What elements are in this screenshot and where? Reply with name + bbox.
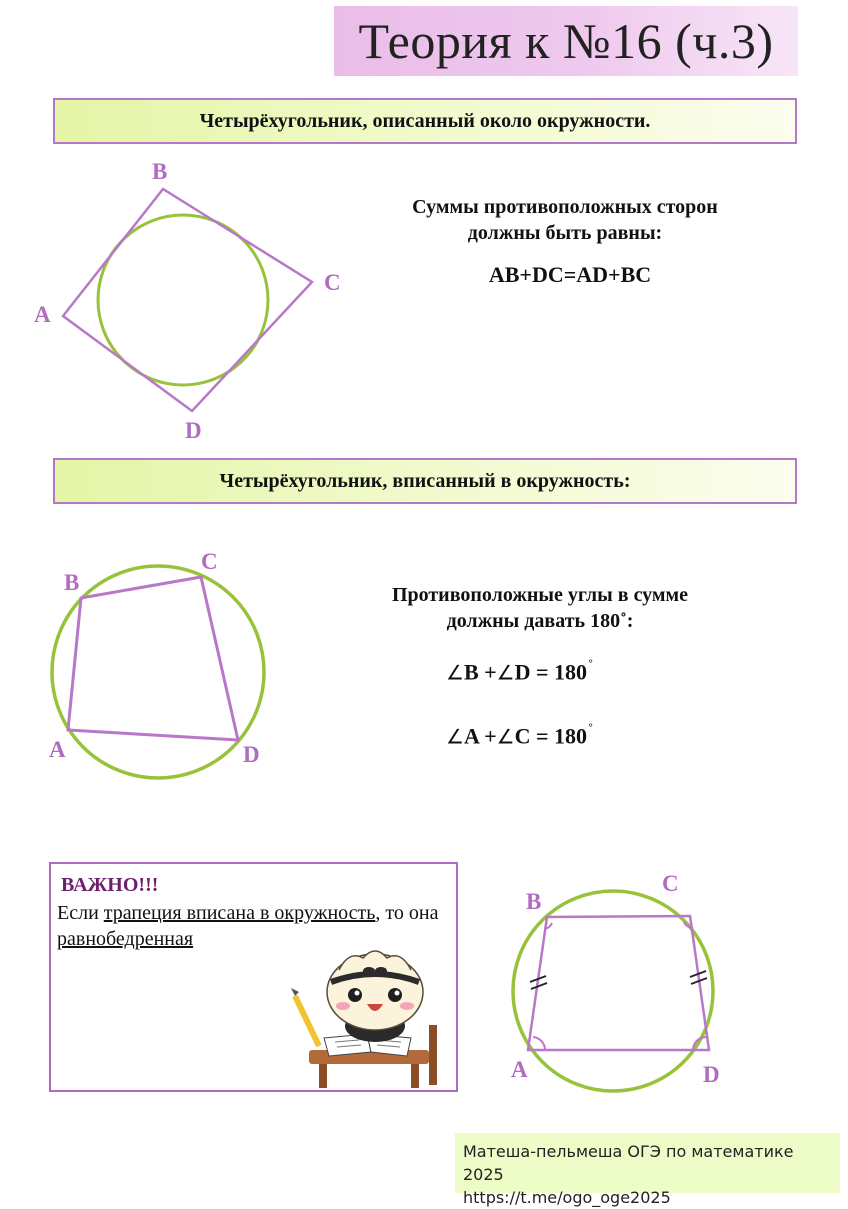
note-text-underlined-2: равнобедренная <box>57 928 194 950</box>
fig1-label-d: D <box>185 418 202 443</box>
formula2-mid: C <box>514 723 531 749</box>
page-title: Теория к №16 (ч.3) <box>334 6 798 76</box>
formula2-right: = 180 <box>535 723 588 749</box>
angle-symbol-a: ∠ <box>446 726 464 749</box>
section1-heading: Четырёхугольник, описанный около окружности. <box>53 98 797 144</box>
fig1-label-c: C <box>324 270 341 295</box>
section1-formula: AB+DC=AD+BC <box>488 262 652 287</box>
fig1-label-a: A <box>34 302 51 327</box>
degree-symbol-2: ˚ <box>588 722 594 739</box>
trapezoid-abcd <box>528 916 709 1050</box>
angle-symbol-b: ∠ <box>446 662 464 685</box>
formula1-left: B + <box>463 659 497 685</box>
section2-formula2 <box>446 722 593 749</box>
section1-rule-line1: Суммы противоположных сторон <box>412 196 718 218</box>
fig1-label-b: B <box>152 159 168 184</box>
formula1-right: = 180 <box>535 659 588 685</box>
section2-rule <box>345 582 735 634</box>
note-text-pre: Если <box>57 902 104 924</box>
fig2-label-b: B <box>64 570 80 595</box>
important-note-box <box>49 862 458 1092</box>
fig2-label-d: D <box>243 742 260 767</box>
quadrilateral-abcd-inscribed <box>68 577 238 740</box>
degree-symbol-1: ˚ <box>588 658 594 675</box>
fig3-label-c: C <box>662 871 679 896</box>
angle-symbol-c: ∠ <box>496 726 515 749</box>
fig3-label-b: B <box>526 889 542 914</box>
section2-rule-line1: Противоположные углы в сумме <box>391 584 689 606</box>
footer-link[interactable]: https://t.me/ogo_oge2025 <box>463 1188 671 1207</box>
tick-left-2 <box>531 983 547 989</box>
inscribed-quadrilateral-figure <box>52 566 264 778</box>
angle-mark-a <box>533 1037 545 1050</box>
dumpling-mascot-illustration <box>279 940 459 1090</box>
fig3-label-a: A <box>511 1057 528 1082</box>
formula2-left: A + <box>463 723 497 749</box>
quadrilateral-abcd <box>63 189 312 411</box>
section1-rule <box>370 194 760 246</box>
note-text-mid: , то она <box>375 902 439 924</box>
formula1-mid: D <box>514 659 531 685</box>
footer-credit <box>455 1133 840 1207</box>
circumscribed-quadrilateral-figure <box>63 189 312 411</box>
section2-formula1 <box>446 658 593 685</box>
trapezoid-figure <box>513 891 713 1091</box>
fig2-label-c: C <box>201 549 218 574</box>
fig2-label-a: A <box>49 737 66 762</box>
note-text-underlined-1: трапеция вписана в окружность <box>103 902 376 924</box>
fig3-label-d: D <box>703 1062 720 1087</box>
section2-rule-line2: должны давать 180˚: <box>446 610 634 632</box>
trapezoid-circumcircle <box>513 891 713 1091</box>
angle-symbol-d: ∠ <box>496 662 515 685</box>
note-heading: ВАЖНО!!! <box>61 874 159 896</box>
section2-heading: Четырёхугольник, вписанный в окружность: <box>53 458 797 504</box>
footer-line1: Матеша-пельмеша ОГЭ по математике 2025 <box>463 1142 794 1184</box>
section1-rule-line2: должны быть равны: <box>467 222 663 244</box>
